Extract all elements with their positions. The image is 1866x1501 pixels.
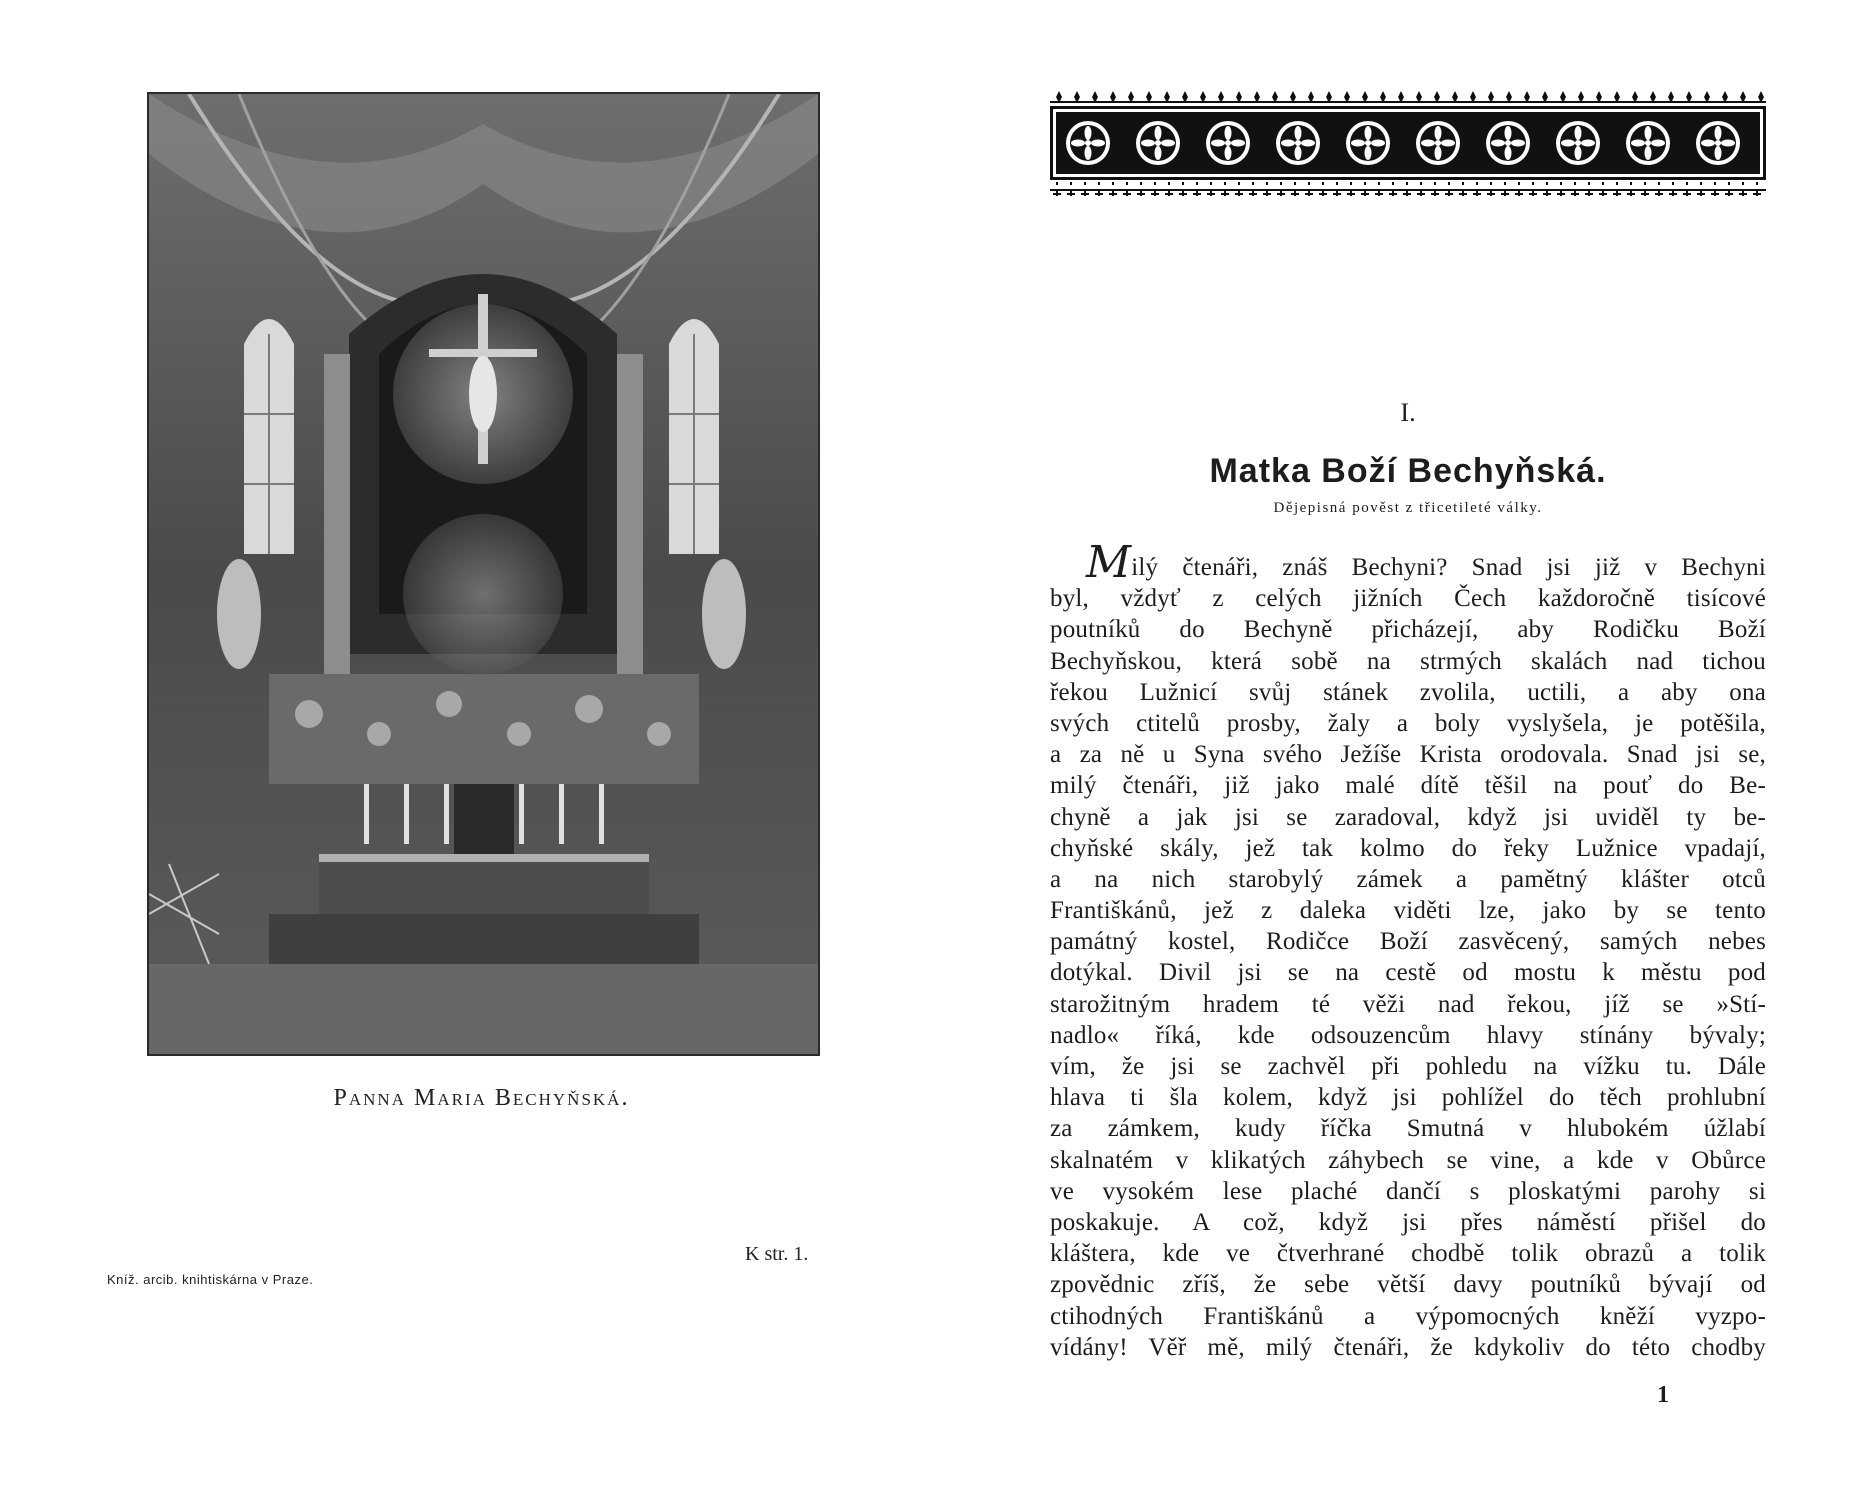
text-line: Františkánů, jež z daleka viděti lze, jako by se tento	[1050, 897, 1766, 925]
text-line: byl, vždyť z celých jižních Čech každoročně tisícové	[1050, 585, 1766, 613]
text-line: za zámkem, kudy říčka Smutná v hlubokém úžlabí	[1050, 1115, 1766, 1143]
drop-cap: M	[1086, 537, 1132, 588]
text-line: milý čtenáři, již jako malé dítě těšil na pouť do Be-	[1050, 772, 1766, 800]
text-line: nadlo« říká, kde odsouzencům hlavy stínány bývaly;	[1050, 1021, 1766, 1049]
plate-caption: Panna Maria Bechyňská.	[333, 1085, 630, 1111]
text-line: řekou Lužnicí svůj stánek zvolila, uctili, a aby ona	[1050, 678, 1766, 706]
text-line: a na nich starobylý zámek a pamětný klášter otců	[1050, 865, 1766, 893]
text-line	[1050, 537, 1766, 588]
altar-photograph	[147, 92, 820, 1056]
text-line: ctihodných Františkánů a výpomocných kněží vyzpo-	[1050, 1302, 1766, 1330]
decorative-header-band	[1050, 90, 1766, 198]
text-line: vídány! Věř mě, milý čtenáři, že kdykoliv do této chodby	[1050, 1333, 1766, 1361]
chapter-title: Matka Boží Bechyňská.	[1209, 452, 1607, 490]
text-line: Bechyňskou, která sobě na strmých skalách nad tichou	[1050, 647, 1766, 675]
page-number: 1	[1657, 1382, 1669, 1408]
text-line: hlava ti šla kolem, když jsi pohlížel do těch prohlubní	[1050, 1084, 1766, 1112]
text-line: starožitným hradem té věži nad řekou, jíž se »Stí-	[1050, 990, 1766, 1018]
chapter-number: I.	[1400, 398, 1416, 427]
printer-imprint: Kníž. arcib. knihtiskárna v Praze.	[107, 1272, 314, 1287]
text-line: svých ctitelů prosby, žaly a boly vyslyšela, je potěšila,	[1050, 709, 1766, 737]
body-text	[1050, 537, 1766, 1363]
text-line: památný kostel, Rodičce Boží zasvěcený, samých nebes	[1050, 928, 1766, 956]
text-line: skalnatém v klikatých záhybech se vine, a kde v Obůrce	[1050, 1146, 1766, 1174]
text-line: a za ně u Syna svého Ježíše Krista orodovala. Snad jsi se,	[1050, 741, 1766, 769]
text-line: kláštera, kde ve čtverhrané chodbě tolik obrazů a tolik	[1050, 1240, 1766, 1268]
altar-illustration	[149, 94, 818, 1054]
text-line: chyně a jak jsi se zaradoval, když jsi uviděl ty be-	[1050, 803, 1766, 831]
text-line: poutníků do Bechyně přicházejí, aby Rodičku Boží	[1050, 616, 1766, 644]
text-line: dotýkal. Divil jsi se na cestě od mostu k městu pod	[1050, 959, 1766, 987]
first-line-text: ilý čtenáři, znáš Bechyni? Snad jsi již v Bechyni	[1131, 554, 1766, 581]
page-reference: K str. 1.	[745, 1243, 809, 1265]
chapter-subtitle: Dějepisná pověst z třicetileté války.	[1273, 500, 1543, 516]
text-line: ve vysokém lese plaché dančí s ploskatými parohy si	[1050, 1177, 1766, 1205]
ornament-band	[1050, 90, 1766, 198]
text-line: vím, že jsi se zachvěl při pohledu na vížku tu. Dále	[1050, 1053, 1766, 1080]
text-line: poskakuje. A což, když jsi přes náměstí přišel do	[1050, 1208, 1766, 1236]
text-line: zpovědnic zříš, že sebe větší davy poutníků bývají od	[1050, 1271, 1766, 1299]
text-line: chyňské skály, jež tak kolmo do řeky Lužnice vpadají,	[1050, 834, 1766, 862]
